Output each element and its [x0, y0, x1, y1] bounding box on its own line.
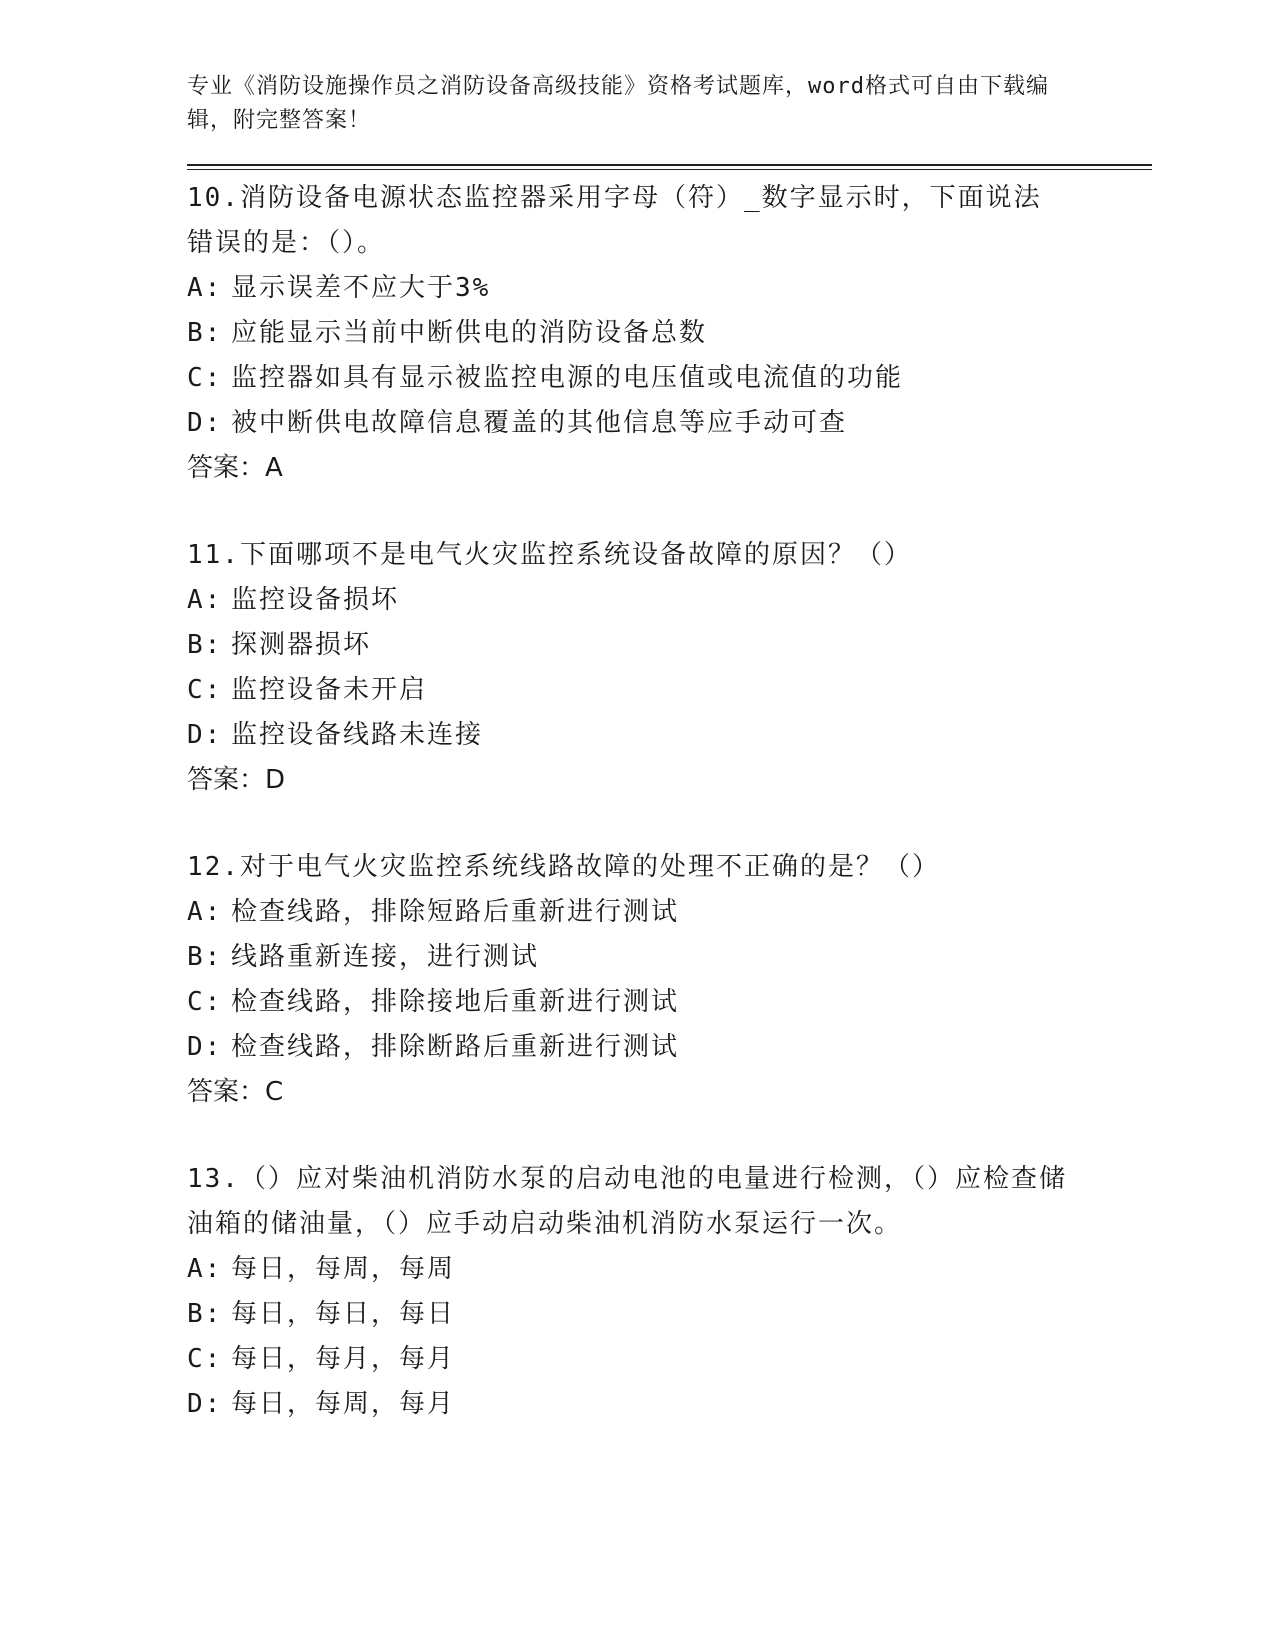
question-12 [187, 845, 1147, 1115]
option-text: 监控器如具有显示被监控电源的电压值或电流值的功能 [231, 363, 904, 393]
option-text: 监控设备损坏 [231, 585, 400, 615]
option-d [187, 401, 1147, 446]
option-d [187, 1025, 1147, 1070]
option-c [187, 356, 1147, 401]
option-d [187, 713, 1147, 758]
option-letter: D: [187, 1389, 223, 1419]
option-text: 每日，每月，每月 [231, 1344, 456, 1374]
option-a [187, 578, 1147, 623]
option-c [187, 668, 1147, 713]
option-text: 应能显示当前中断供电的消防设备总数 [231, 318, 708, 348]
document-header: 专业《消防设施操作员之消防设备高级技能》资格考试题库，word格式可自由下载编辑，附完整答案！ [187, 74, 1049, 133]
header-divider [187, 164, 1152, 170]
option-text: 每日，每周，每月 [231, 1389, 456, 1419]
option-c [187, 1337, 1147, 1382]
option-letter: B: [187, 1299, 223, 1329]
option-a [187, 1247, 1147, 1292]
question-text: 12.对于电气火灾监控系统线路故障的处理不正确的是？（） [187, 852, 940, 882]
option-text: 显示误差不应大于3% [231, 273, 491, 303]
option-b [187, 1292, 1147, 1337]
option-d [187, 1382, 1147, 1427]
option-letter: A: [187, 897, 223, 927]
option-text: 监控设备线路未连接 [231, 720, 484, 750]
question-text: 13.（）应对柴油机消防水泵的启动电池的电量进行检测，（）应检查储油箱的储油量，（）应手动启动柴油机消防水泵运行一次。 [187, 1164, 1067, 1239]
option-b [187, 623, 1147, 668]
option-a [187, 266, 1147, 311]
option-letter: D: [187, 408, 223, 438]
answer-line: 答案：D [187, 765, 286, 795]
option-letter: D: [187, 1032, 223, 1062]
answer-line: 答案：A [187, 453, 283, 483]
option-b [187, 935, 1147, 980]
option-a [187, 890, 1147, 935]
option-letter: C: [187, 1344, 223, 1374]
option-text: 每日，每周，每周 [231, 1254, 456, 1284]
option-c [187, 980, 1147, 1025]
document-page [187, 70, 1147, 1427]
option-text: 检查线路，排除短路后重新进行测试 [231, 897, 680, 927]
option-letter: C: [187, 675, 223, 705]
option-letter: C: [187, 363, 223, 393]
question-11 [187, 533, 1147, 803]
question-text: 11.下面哪项不是电气火灾监控系统设备故障的原因？（） [187, 540, 912, 570]
question-text: 10.消防设备电源状态监控器采用字母（符）_数字显示时，下面说法错误的是：（）。 [187, 183, 1042, 258]
option-letter: B: [187, 942, 223, 972]
option-text: 每日，每日，每日 [231, 1299, 456, 1329]
option-letter: D: [187, 720, 223, 750]
option-text: 检查线路，排除接地后重新进行测试 [231, 987, 680, 1017]
option-text: 监控设备未开启 [231, 675, 428, 705]
option-letter: A: [187, 1254, 223, 1284]
question-13 [187, 1157, 1147, 1427]
option-text: 探测器损坏 [231, 630, 372, 660]
option-letter: A: [187, 585, 223, 615]
option-b [187, 311, 1147, 356]
option-text: 线路重新连接，进行测试 [231, 942, 540, 972]
option-letter: B: [187, 630, 223, 660]
option-letter: C: [187, 987, 223, 1017]
option-letter: B: [187, 318, 223, 348]
answer-line: 答案：C [187, 1077, 284, 1107]
option-letter: A: [187, 273, 223, 303]
option-text: 被中断供电故障信息覆盖的其他信息等应手动可查 [231, 408, 848, 438]
option-text: 检查线路，排除断路后重新进行测试 [231, 1032, 680, 1062]
question-10 [187, 176, 1147, 491]
